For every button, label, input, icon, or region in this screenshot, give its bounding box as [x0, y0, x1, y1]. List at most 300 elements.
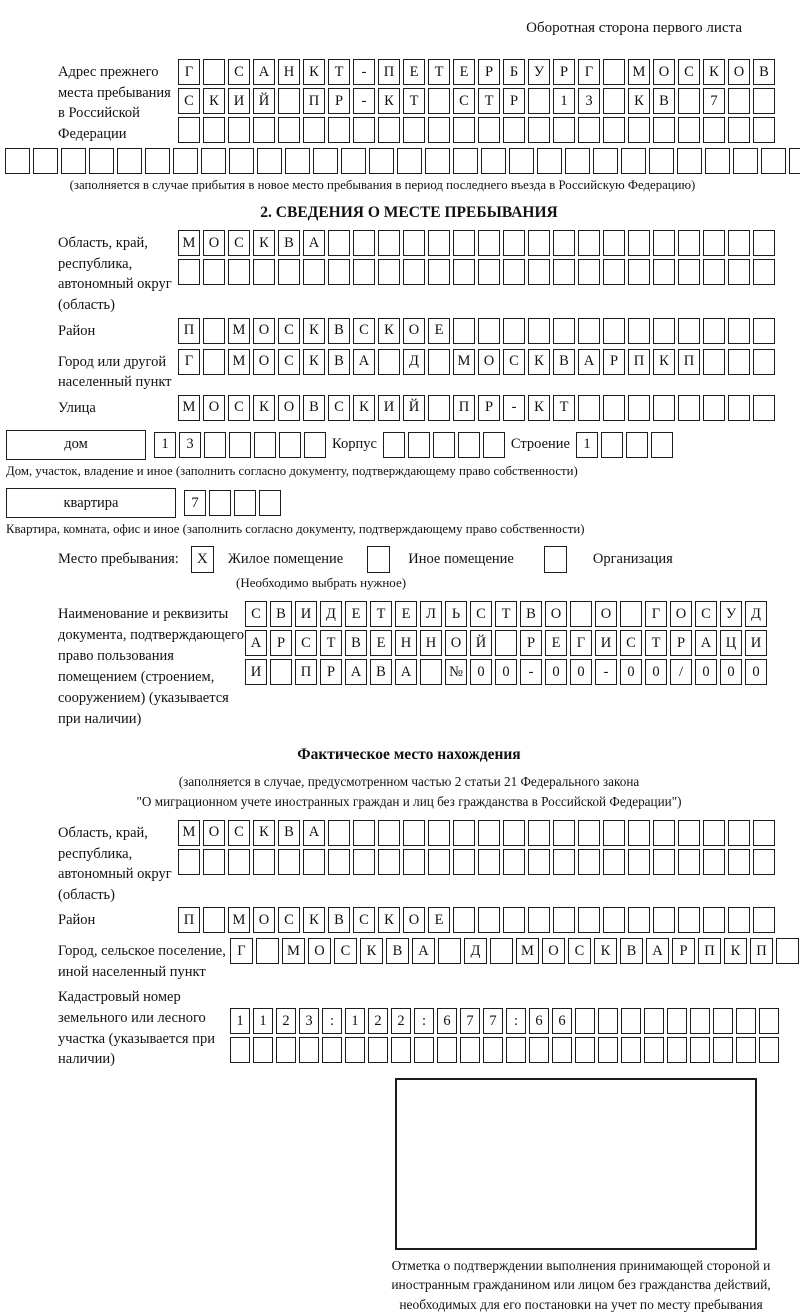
- char-cell[interactable]: [425, 148, 450, 174]
- char-cell[interactable]: С: [695, 601, 717, 627]
- char-cell[interactable]: [703, 849, 725, 875]
- char-cell[interactable]: [578, 318, 600, 344]
- char-cell[interactable]: П: [303, 88, 325, 114]
- char-cell[interactable]: [145, 148, 170, 174]
- char-cell[interactable]: С: [568, 938, 591, 964]
- char-cell[interactable]: [713, 1037, 733, 1063]
- char-cell[interactable]: [503, 849, 525, 875]
- char-cell[interactable]: В: [386, 938, 409, 964]
- char-cell[interactable]: Р: [670, 630, 692, 656]
- char-cell[interactable]: С: [278, 349, 300, 375]
- char-cell[interactable]: О: [203, 230, 225, 256]
- char-cell[interactable]: О: [478, 349, 500, 375]
- char-cell[interactable]: 1: [553, 88, 575, 114]
- char-cell[interactable]: Н: [278, 59, 300, 85]
- char-cell[interactable]: О: [203, 820, 225, 846]
- char-cell[interactable]: [453, 849, 475, 875]
- char-cell[interactable]: Т: [403, 88, 425, 114]
- char-cell[interactable]: [503, 820, 525, 846]
- char-cell[interactable]: В: [520, 601, 542, 627]
- char-cell[interactable]: [628, 318, 650, 344]
- char-cell[interactable]: [728, 907, 750, 933]
- char-cell[interactable]: [453, 148, 478, 174]
- char-cell[interactable]: О: [308, 938, 331, 964]
- char-cell[interactable]: [428, 349, 450, 375]
- char-cell[interactable]: К: [303, 907, 325, 933]
- char-cell[interactable]: Р: [553, 59, 575, 85]
- char-cell[interactable]: 0: [545, 659, 567, 685]
- char-cell[interactable]: [203, 259, 225, 285]
- char-cell[interactable]: [753, 849, 775, 875]
- char-cell[interactable]: [628, 117, 650, 143]
- char-cell[interactable]: В: [303, 395, 325, 421]
- char-cell[interactable]: [603, 259, 625, 285]
- char-cell[interactable]: С: [353, 907, 375, 933]
- char-cell[interactable]: [403, 117, 425, 143]
- char-cell[interactable]: 0: [620, 659, 642, 685]
- char-cell[interactable]: [528, 230, 550, 256]
- char-cell[interactable]: [506, 1037, 526, 1063]
- char-cell[interactable]: А: [412, 938, 435, 964]
- char-cell[interactable]: С: [228, 820, 250, 846]
- char-cell[interactable]: Д: [403, 349, 425, 375]
- char-cell[interactable]: -: [520, 659, 542, 685]
- char-cell[interactable]: А: [303, 820, 325, 846]
- char-cell[interactable]: -: [595, 659, 617, 685]
- char-cell[interactable]: [578, 395, 600, 421]
- char-cell[interactable]: К: [253, 230, 275, 256]
- char-cell[interactable]: [229, 148, 254, 174]
- char-cell[interactable]: [203, 849, 225, 875]
- char-cell[interactable]: [328, 117, 350, 143]
- char-cell[interactable]: С: [228, 395, 250, 421]
- char-cell[interactable]: [173, 148, 198, 174]
- char-cell[interactable]: [253, 117, 275, 143]
- char-cell[interactable]: Р: [672, 938, 695, 964]
- char-cell[interactable]: В: [753, 59, 775, 85]
- char-cell[interactable]: С: [228, 59, 250, 85]
- char-cell[interactable]: К: [303, 318, 325, 344]
- char-cell[interactable]: [601, 432, 623, 458]
- char-cell[interactable]: Е: [345, 601, 367, 627]
- char-cell[interactable]: [667, 1037, 687, 1063]
- char-cell[interactable]: П: [750, 938, 773, 964]
- char-cell[interactable]: [728, 820, 750, 846]
- char-cell[interactable]: С: [470, 601, 492, 627]
- char-cell[interactable]: Д: [320, 601, 342, 627]
- char-cell[interactable]: Б: [503, 59, 525, 85]
- char-cell[interactable]: [259, 490, 281, 516]
- char-cell[interactable]: [653, 395, 675, 421]
- char-cell[interactable]: К: [528, 395, 550, 421]
- char-cell[interactable]: [678, 849, 700, 875]
- char-cell[interactable]: Г: [178, 349, 200, 375]
- char-cell[interactable]: 1: [345, 1008, 365, 1034]
- char-cell[interactable]: П: [178, 907, 200, 933]
- char-cell[interactable]: [653, 259, 675, 285]
- char-cell[interactable]: [503, 259, 525, 285]
- char-cell[interactable]: [478, 230, 500, 256]
- char-cell[interactable]: [428, 395, 450, 421]
- char-cell[interactable]: [403, 820, 425, 846]
- char-cell[interactable]: [178, 259, 200, 285]
- char-cell[interactable]: [690, 1037, 710, 1063]
- char-cell[interactable]: Т: [495, 601, 517, 627]
- char-cell[interactable]: 7: [483, 1008, 503, 1034]
- char-cell[interactable]: [408, 432, 430, 458]
- char-cell[interactable]: Г: [578, 59, 600, 85]
- char-cell[interactable]: С: [278, 318, 300, 344]
- char-cell[interactable]: В: [270, 601, 292, 627]
- char-cell[interactable]: [5, 148, 30, 174]
- char-cell[interactable]: [403, 259, 425, 285]
- char-cell[interactable]: №: [445, 659, 467, 685]
- char-cell[interactable]: [603, 395, 625, 421]
- char-cell[interactable]: О: [545, 601, 567, 627]
- char-cell[interactable]: И: [595, 630, 617, 656]
- char-cell[interactable]: [575, 1037, 595, 1063]
- char-cell[interactable]: С: [245, 601, 267, 627]
- char-cell[interactable]: [578, 230, 600, 256]
- char-cell[interactable]: Т: [553, 395, 575, 421]
- char-cell[interactable]: [690, 1008, 710, 1034]
- char-cell[interactable]: Е: [545, 630, 567, 656]
- char-cell[interactable]: [209, 490, 231, 516]
- char-cell[interactable]: [503, 907, 525, 933]
- char-cell[interactable]: [253, 849, 275, 875]
- char-cell[interactable]: 3: [299, 1008, 319, 1034]
- char-cell[interactable]: [270, 659, 292, 685]
- char-cell[interactable]: [753, 318, 775, 344]
- char-cell[interactable]: [753, 349, 775, 375]
- char-cell[interactable]: [278, 259, 300, 285]
- char-cell[interactable]: М: [228, 349, 250, 375]
- char-cell[interactable]: 6: [437, 1008, 457, 1034]
- char-cell[interactable]: О: [403, 907, 425, 933]
- char-cell[interactable]: Р: [478, 59, 500, 85]
- char-cell[interactable]: [603, 59, 625, 85]
- char-cell[interactable]: [353, 117, 375, 143]
- char-cell[interactable]: К: [528, 349, 550, 375]
- char-cell[interactable]: [368, 1037, 388, 1063]
- char-cell[interactable]: [628, 259, 650, 285]
- char-cell[interactable]: [378, 117, 400, 143]
- char-cell[interactable]: [753, 820, 775, 846]
- char-cell[interactable]: В: [345, 630, 367, 656]
- char-cell[interactable]: [229, 432, 251, 458]
- char-cell[interactable]: М: [453, 349, 475, 375]
- char-cell[interactable]: К: [253, 395, 275, 421]
- char-cell[interactable]: Т: [478, 88, 500, 114]
- char-cell[interactable]: [453, 117, 475, 143]
- char-cell[interactable]: Е: [428, 318, 450, 344]
- checkbox-organization[interactable]: [544, 546, 567, 573]
- char-cell[interactable]: [644, 1037, 664, 1063]
- char-cell[interactable]: -: [503, 395, 525, 421]
- char-cell[interactable]: [353, 849, 375, 875]
- char-cell[interactable]: [369, 148, 394, 174]
- char-cell[interactable]: 0: [495, 659, 517, 685]
- char-cell[interactable]: [528, 259, 550, 285]
- char-cell[interactable]: [117, 148, 142, 174]
- char-cell[interactable]: У: [720, 601, 742, 627]
- char-cell[interactable]: [703, 117, 725, 143]
- char-cell[interactable]: 0: [570, 659, 592, 685]
- char-cell[interactable]: [204, 432, 226, 458]
- char-cell[interactable]: [553, 117, 575, 143]
- char-cell[interactable]: [453, 259, 475, 285]
- char-cell[interactable]: :: [414, 1008, 434, 1034]
- char-cell[interactable]: [553, 907, 575, 933]
- char-cell[interactable]: [178, 117, 200, 143]
- char-cell[interactable]: [678, 907, 700, 933]
- char-cell[interactable]: [278, 88, 300, 114]
- char-cell[interactable]: А: [578, 349, 600, 375]
- char-cell[interactable]: [433, 432, 455, 458]
- char-cell[interactable]: С: [328, 395, 350, 421]
- char-cell[interactable]: [553, 849, 575, 875]
- char-cell[interactable]: [403, 230, 425, 256]
- char-cell[interactable]: 0: [720, 659, 742, 685]
- char-cell[interactable]: В: [370, 659, 392, 685]
- char-cell[interactable]: [728, 849, 750, 875]
- char-cell[interactable]: [203, 59, 225, 85]
- char-cell[interactable]: Г: [230, 938, 253, 964]
- char-cell[interactable]: П: [378, 59, 400, 85]
- char-cell[interactable]: [89, 148, 114, 174]
- char-cell[interactable]: [403, 849, 425, 875]
- char-cell[interactable]: [667, 1008, 687, 1034]
- char-cell[interactable]: [578, 849, 600, 875]
- char-cell[interactable]: О: [403, 318, 425, 344]
- char-cell[interactable]: К: [353, 395, 375, 421]
- char-cell[interactable]: А: [253, 59, 275, 85]
- char-cell[interactable]: [753, 88, 775, 114]
- char-cell[interactable]: К: [594, 938, 617, 964]
- char-cell[interactable]: П: [678, 349, 700, 375]
- char-cell[interactable]: [789, 148, 800, 174]
- char-cell[interactable]: [759, 1037, 779, 1063]
- char-cell[interactable]: С: [453, 88, 475, 114]
- char-cell[interactable]: [705, 148, 730, 174]
- char-cell[interactable]: [203, 318, 225, 344]
- char-cell[interactable]: Г: [645, 601, 667, 627]
- char-cell[interactable]: [598, 1008, 618, 1034]
- char-cell[interactable]: [753, 117, 775, 143]
- char-cell[interactable]: [649, 148, 674, 174]
- char-cell[interactable]: 0: [645, 659, 667, 685]
- checkbox-other-premises[interactable]: [367, 546, 390, 573]
- char-cell[interactable]: 1: [154, 432, 176, 458]
- char-cell[interactable]: [481, 148, 506, 174]
- char-cell[interactable]: С: [678, 59, 700, 85]
- char-cell[interactable]: [728, 88, 750, 114]
- char-cell[interactable]: [453, 318, 475, 344]
- char-cell[interactable]: [276, 1037, 296, 1063]
- char-cell[interactable]: [578, 117, 600, 143]
- char-cell[interactable]: П: [295, 659, 317, 685]
- char-cell[interactable]: М: [178, 230, 200, 256]
- char-cell[interactable]: [278, 849, 300, 875]
- char-cell[interactable]: [378, 259, 400, 285]
- char-cell[interactable]: К: [303, 349, 325, 375]
- char-cell[interactable]: [478, 907, 500, 933]
- char-cell[interactable]: [383, 432, 405, 458]
- char-cell[interactable]: [728, 117, 750, 143]
- char-cell[interactable]: [478, 849, 500, 875]
- char-cell[interactable]: [438, 938, 461, 964]
- char-cell[interactable]: [603, 318, 625, 344]
- char-cell[interactable]: [703, 820, 725, 846]
- char-cell[interactable]: [234, 490, 256, 516]
- char-cell[interactable]: [528, 88, 550, 114]
- char-cell[interactable]: И: [745, 630, 767, 656]
- char-cell[interactable]: [528, 820, 550, 846]
- char-cell[interactable]: В: [620, 938, 643, 964]
- char-cell[interactable]: Д: [464, 938, 487, 964]
- char-cell[interactable]: [33, 148, 58, 174]
- char-cell[interactable]: [328, 849, 350, 875]
- char-cell[interactable]: 0: [695, 659, 717, 685]
- char-cell[interactable]: С: [228, 230, 250, 256]
- char-cell[interactable]: Е: [453, 59, 475, 85]
- char-cell[interactable]: [509, 148, 534, 174]
- char-cell[interactable]: :: [506, 1008, 526, 1034]
- char-cell[interactable]: Т: [328, 59, 350, 85]
- char-cell[interactable]: Д: [745, 601, 767, 627]
- char-cell[interactable]: Й: [253, 88, 275, 114]
- char-cell[interactable]: К: [378, 318, 400, 344]
- char-cell[interactable]: [776, 938, 799, 964]
- char-cell[interactable]: 2: [368, 1008, 388, 1034]
- char-cell[interactable]: [703, 349, 725, 375]
- char-cell[interactable]: [201, 148, 226, 174]
- char-cell[interactable]: Ц: [720, 630, 742, 656]
- char-cell[interactable]: И: [245, 659, 267, 685]
- char-cell[interactable]: [528, 117, 550, 143]
- char-cell[interactable]: [478, 318, 500, 344]
- char-cell[interactable]: [578, 820, 600, 846]
- char-cell[interactable]: [653, 117, 675, 143]
- char-cell[interactable]: Т: [320, 630, 342, 656]
- char-cell[interactable]: [678, 395, 700, 421]
- char-cell[interactable]: 7: [184, 490, 206, 516]
- char-cell[interactable]: [644, 1008, 664, 1034]
- char-cell[interactable]: Т: [370, 601, 392, 627]
- char-cell[interactable]: О: [203, 395, 225, 421]
- char-cell[interactable]: [603, 907, 625, 933]
- char-cell[interactable]: 3: [179, 432, 201, 458]
- char-cell[interactable]: [304, 432, 326, 458]
- char-cell[interactable]: [678, 318, 700, 344]
- char-cell[interactable]: А: [395, 659, 417, 685]
- char-cell[interactable]: У: [528, 59, 550, 85]
- char-cell[interactable]: [228, 117, 250, 143]
- char-cell[interactable]: [322, 1037, 342, 1063]
- char-cell[interactable]: [353, 230, 375, 256]
- char-cell[interactable]: [378, 230, 400, 256]
- char-cell[interactable]: Н: [395, 630, 417, 656]
- char-cell[interactable]: [528, 318, 550, 344]
- char-cell[interactable]: А: [303, 230, 325, 256]
- char-cell[interactable]: [313, 148, 338, 174]
- char-cell[interactable]: [414, 1037, 434, 1063]
- char-cell[interactable]: [528, 849, 550, 875]
- char-cell[interactable]: [353, 820, 375, 846]
- char-cell[interactable]: [628, 849, 650, 875]
- char-cell[interactable]: [703, 318, 725, 344]
- char-cell[interactable]: [626, 432, 648, 458]
- char-cell[interactable]: [483, 1037, 503, 1063]
- char-cell[interactable]: [437, 1037, 457, 1063]
- char-cell[interactable]: 1: [576, 432, 598, 458]
- char-cell[interactable]: [285, 148, 310, 174]
- char-cell[interactable]: С: [353, 318, 375, 344]
- char-cell[interactable]: 0: [470, 659, 492, 685]
- char-cell[interactable]: [453, 907, 475, 933]
- char-cell[interactable]: [552, 1037, 572, 1063]
- char-cell[interactable]: [378, 820, 400, 846]
- char-cell[interactable]: [397, 148, 422, 174]
- char-cell[interactable]: К: [378, 88, 400, 114]
- char-cell[interactable]: [653, 820, 675, 846]
- char-cell[interactable]: [203, 349, 225, 375]
- char-cell[interactable]: А: [345, 659, 367, 685]
- char-cell[interactable]: 0: [745, 659, 767, 685]
- char-cell[interactable]: А: [695, 630, 717, 656]
- char-cell[interactable]: [733, 148, 758, 174]
- char-cell[interactable]: :: [322, 1008, 342, 1034]
- char-cell[interactable]: А: [245, 630, 267, 656]
- char-cell[interactable]: О: [542, 938, 565, 964]
- char-cell[interactable]: Е: [395, 601, 417, 627]
- char-cell[interactable]: О: [595, 601, 617, 627]
- char-cell[interactable]: Й: [470, 630, 492, 656]
- char-cell[interactable]: [341, 148, 366, 174]
- char-cell[interactable]: [428, 230, 450, 256]
- char-cell[interactable]: [529, 1037, 549, 1063]
- char-cell[interactable]: Й: [403, 395, 425, 421]
- char-cell[interactable]: П: [628, 349, 650, 375]
- char-cell[interactable]: 7: [703, 88, 725, 114]
- char-cell[interactable]: [420, 659, 442, 685]
- char-cell[interactable]: [278, 117, 300, 143]
- char-cell[interactable]: [495, 630, 517, 656]
- char-cell[interactable]: [428, 849, 450, 875]
- char-cell[interactable]: В: [278, 230, 300, 256]
- char-cell[interactable]: М: [228, 318, 250, 344]
- char-cell[interactable]: А: [646, 938, 669, 964]
- char-cell[interactable]: Р: [603, 349, 625, 375]
- char-cell[interactable]: Р: [320, 659, 342, 685]
- char-cell[interactable]: [728, 318, 750, 344]
- char-cell[interactable]: [653, 318, 675, 344]
- char-cell[interactable]: 7: [460, 1008, 480, 1034]
- char-cell[interactable]: А: [353, 349, 375, 375]
- char-cell[interactable]: 1: [230, 1008, 250, 1034]
- char-cell[interactable]: Р: [478, 395, 500, 421]
- char-cell[interactable]: [628, 907, 650, 933]
- char-cell[interactable]: [570, 601, 592, 627]
- char-cell[interactable]: П: [453, 395, 475, 421]
- char-cell[interactable]: М: [516, 938, 539, 964]
- char-cell[interactable]: С: [334, 938, 357, 964]
- char-cell[interactable]: П: [698, 938, 721, 964]
- char-cell[interactable]: К: [703, 59, 725, 85]
- char-cell[interactable]: О: [253, 349, 275, 375]
- char-cell[interactable]: [753, 259, 775, 285]
- char-cell[interactable]: [178, 849, 200, 875]
